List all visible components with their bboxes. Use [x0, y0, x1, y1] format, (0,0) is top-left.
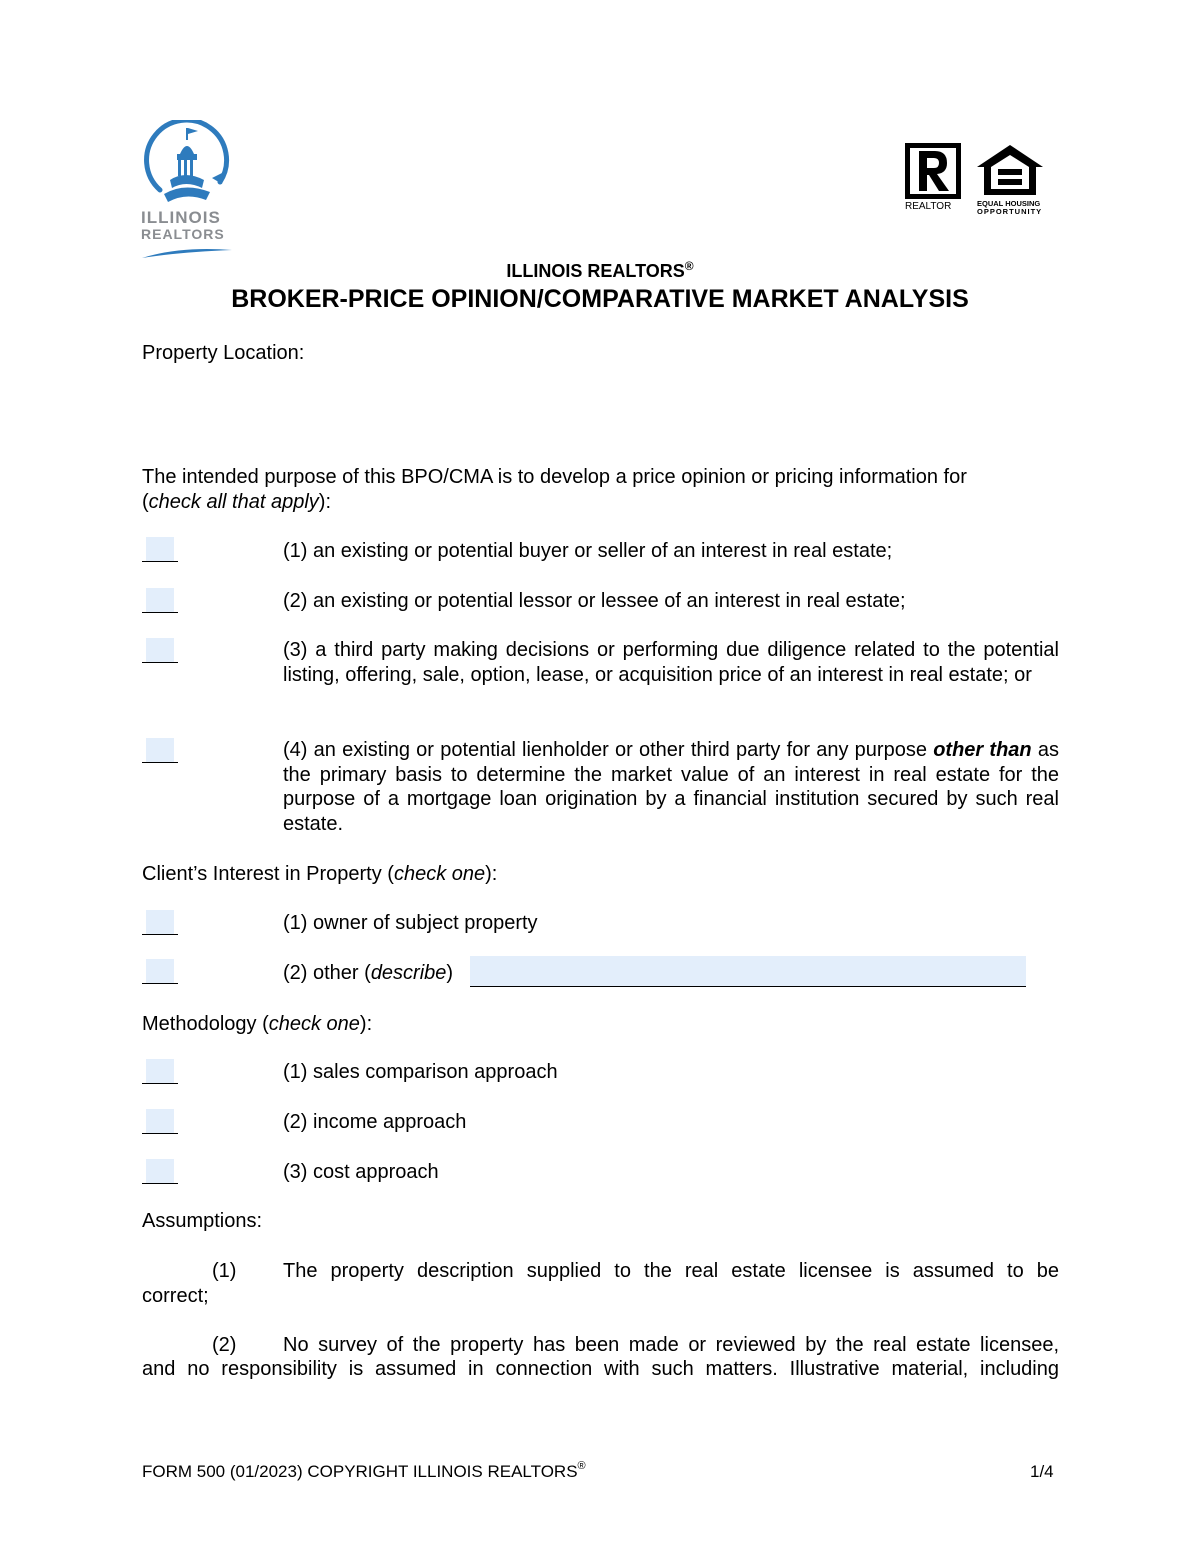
- equal-housing-logo: [975, 143, 1045, 215]
- methodology-item-2: (2) income approach: [283, 1111, 467, 1133]
- realtor-r-icon: [905, 143, 961, 199]
- client-interest-checkbox-2[interactable]: [142, 959, 178, 984]
- logo-swoosh-icon: [140, 244, 240, 260]
- assumption-2-text: No survey of the property has been made or reviewed by the real estate licensee,: [283, 1334, 1059, 1356]
- purpose-item-2: (2) an existing or potential lessor or lessee of an interest in real estate;: [283, 590, 906, 612]
- eho-line1: EQUAL HOUSING: [977, 199, 1041, 208]
- purpose-intro-line2: (check all that apply):: [142, 491, 331, 513]
- logo-wordmark-realtors: REALTORS: [141, 226, 225, 242]
- footer-page-number: 1/4: [1030, 1462, 1054, 1481]
- registered-mark: ®: [684, 259, 694, 273]
- purpose-checkbox-4[interactable]: [142, 738, 178, 763]
- methodology-checkbox-3[interactable]: [142, 1159, 178, 1184]
- check-all-hint: check all that apply: [148, 491, 319, 513]
- logo-wordmark-illinois: ILLINOIS: [141, 208, 221, 227]
- purpose-intro-line1: The intended purpose of this BPO/CMA is to develop a price opinion or pricing information for: [142, 466, 967, 488]
- methodology-checkbox-1[interactable]: [142, 1059, 178, 1084]
- purpose-checkbox-2[interactable]: [142, 588, 178, 613]
- eho-line2: OPPORTUNITY: [977, 207, 1043, 216]
- org-heading: [0, 261, 1200, 282]
- assumption-1-continued: correct;: [142, 1285, 209, 1307]
- property-location-label: Property Location:: [142, 342, 305, 364]
- client-interest-checkbox-1[interactable]: [142, 910, 178, 935]
- purpose-item-1: (1) an existing or potential buyer or seller of an interest in real estate;: [283, 540, 893, 562]
- other-describe-input[interactable]: [470, 956, 1026, 987]
- methodology-item-3: (3) cost approach: [283, 1161, 439, 1183]
- realtor-label: REALTOR: [905, 201, 952, 212]
- assumption-2-number: (2): [212, 1334, 237, 1356]
- other-than-emphasis: other than: [933, 739, 1032, 761]
- assumption-1-text: The property description supplied to the real estate licensee is assumed to be: [283, 1260, 1059, 1282]
- equal-housing-icon: [975, 143, 1045, 197]
- purpose-item-4: (4) an existing or potential lienholder or other third party for any purpose other than as the primary basis to determine the market value of an interest in real estate for the purpose of a mortgage loan origination by a financial institution secured by such real estate.: [283, 739, 1059, 835]
- org-name: ILLINOIS REALTORS: [506, 261, 685, 281]
- client-interest-item-1: (1) owner of subject property: [283, 912, 538, 934]
- purpose-checkbox-3[interactable]: [142, 638, 178, 663]
- realtor-r-logo: [905, 143, 967, 215]
- methodology-checkbox-2[interactable]: [142, 1109, 178, 1134]
- illinois-realtors-logo: [140, 120, 240, 260]
- client-interest-item-2: (2) other (describe): [283, 962, 454, 984]
- client-interest-label: Client’s Interest in Property (check one):: [142, 863, 498, 885]
- assumption-2-continued: and no responsibility is assumed in connection with such matters. Illustrative material, including: [142, 1358, 1059, 1380]
- footer-form-id: FORM 500 (01/2023) COPYRIGHT ILLINOIS REALTORS®: [142, 1460, 586, 1481]
- purpose-checkbox-1[interactable]: [142, 537, 178, 562]
- methodology-item-1: (1) sales comparison approach: [283, 1061, 558, 1083]
- page-title: BROKER-PRICE OPINION/COMPARATIVE MARKET ANALYSIS: [231, 285, 969, 313]
- methodology-label: Methodology (check one):: [142, 1013, 373, 1035]
- assumption-1-number: (1): [212, 1260, 237, 1282]
- purpose-item-3: (3) a third party making decisions or performing due diligence related to the potential listing, offering, sale, option, lease, or acquisition price of an interest in real estate; or: [283, 639, 1059, 686]
- assumptions-label: Assumptions:: [142, 1210, 263, 1232]
